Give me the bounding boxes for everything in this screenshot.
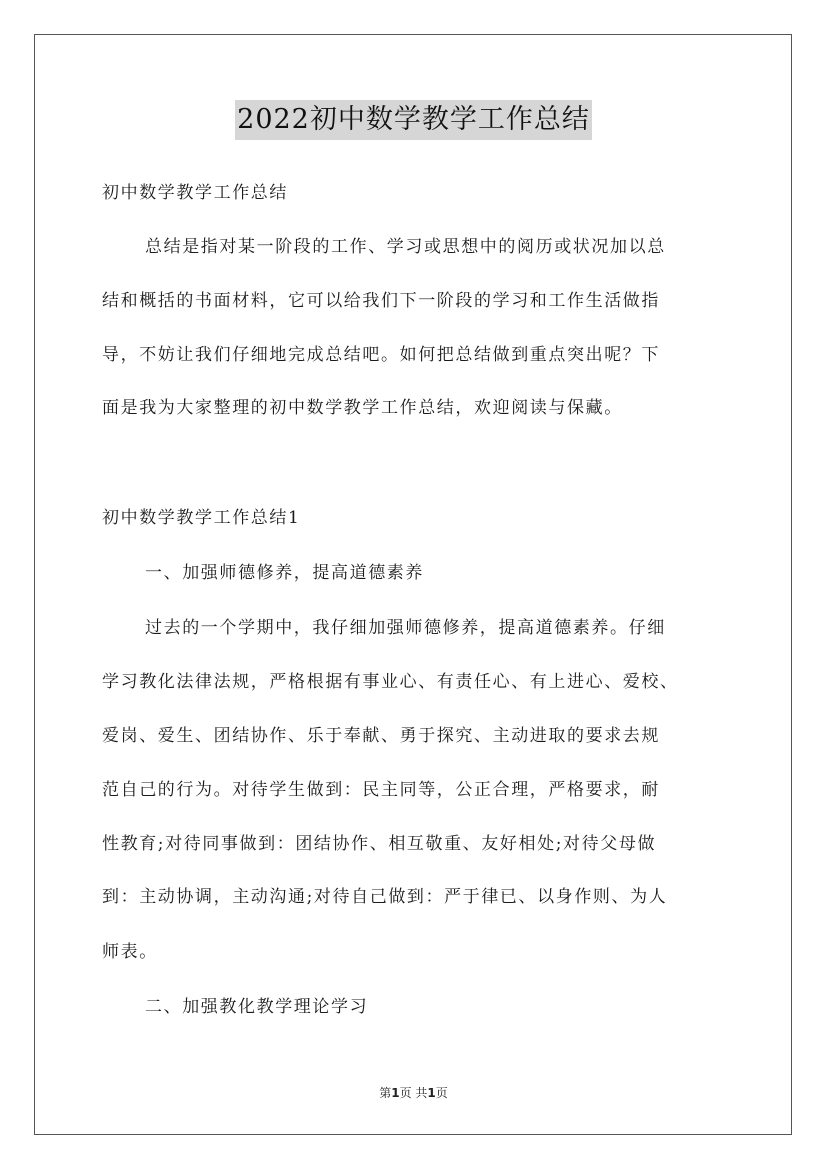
footer-mid: 页 共 xyxy=(399,1086,428,1100)
title-container xyxy=(0,100,827,140)
document-title: 2022初中数学教学工作总结 xyxy=(235,100,592,140)
intro-line-4: 面是我为大家整理的初中数学教学工作总结，欢迎阅读与保藏。 xyxy=(102,398,623,418)
intro-line-3: 导，不妨让我们仔细地完成总结吧。如何把总结做到重点突出呢？下 xyxy=(102,345,660,365)
part1-line-6: 到：主动协调，主动沟通;对待自己做到：严于律已、以身作则、为人 xyxy=(102,887,668,907)
part1-line-4: 范自己的行为。对待学生做到：民主同等，公正合理，严格要求，耐 xyxy=(102,780,660,800)
part1-line-2: 学习教化法律法规，严格根据有事业心、有责任心、有上进心、爱校、 xyxy=(102,672,679,692)
intro-line-2: 结和概括的书面材料，它可以给我们下一阶段的学习和工作生活做指 xyxy=(102,291,660,311)
part1-line-1: 过去的一个学期中，我仔细加强师德修养，提高道德素养。仔细 xyxy=(145,618,666,638)
intro-line-1: 总结是指对某一阶段的工作、学习或思想中的阅历或状况加以总 xyxy=(145,237,666,257)
footer-total-pages: 1 xyxy=(427,1086,436,1100)
part1-heading: 一、加强师德修养，提高道德素养 xyxy=(145,563,424,583)
part1-line-3: 爱岗、爱生、团结协作、乐于奉献、勇于探究、主动进取的要求去规 xyxy=(102,726,660,746)
footer-current-page: 1 xyxy=(391,1086,400,1100)
part1-line-7: 师表。 xyxy=(102,942,158,962)
part1-line-5: 性教育;对待同事做到：团结协作、相互敬重、友好相处;对待父母做 xyxy=(102,834,657,854)
footer-prefix: 第 xyxy=(379,1086,392,1100)
part2-heading: 二、加强教化教学理论学习 xyxy=(145,997,369,1017)
footer-suffix: 页 xyxy=(435,1086,448,1100)
section1-heading: 初中数学教学工作总结1 xyxy=(102,508,301,528)
page-footer xyxy=(0,1084,827,1101)
document-subtitle: 初中数学教学工作总结 xyxy=(102,183,288,203)
